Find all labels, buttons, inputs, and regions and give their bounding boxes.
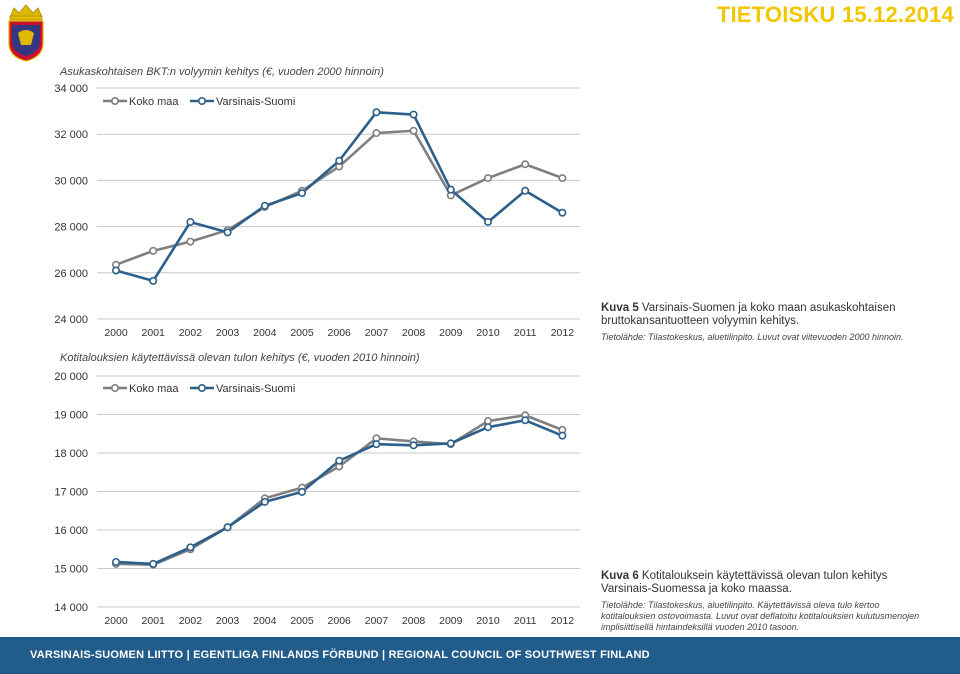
caption-label: Kuva 5	[601, 302, 639, 314]
caption-source: Tietolähde: Tilastokeskus, aluetilinpito. Käytettävissä oleva tulo kertoo kotitalouksien ostovoimasta. Luvut ovat deflatoitu kotitalouksien kulutusmenojen implisiittisellä hintaindeksillä vuoden 2010 tasoon.	[601, 600, 920, 632]
data-point	[113, 559, 119, 565]
y-tick-label: 17 000	[54, 486, 88, 499]
x-tick-label: 2007	[364, 327, 389, 339]
data-point	[410, 442, 416, 448]
figure-caption	[601, 570, 931, 633]
legend-marker	[112, 385, 118, 391]
figure-caption	[601, 302, 931, 343]
legend-label: Koko maa	[129, 383, 179, 395]
caption-source: Tietolähde: Tilastokeskus, aluetilinpito. Luvut ovat viitevuoden 2000 hinnoin.	[601, 332, 904, 342]
page-header-title: TIETOISKU 15.12.2014	[716, 2, 954, 27]
data-point	[336, 458, 342, 464]
x-tick-label: 2004	[253, 615, 277, 627]
legend-marker	[199, 385, 205, 391]
x-tick-label: 2010	[476, 327, 500, 339]
x-tick-label: 2006	[327, 615, 351, 627]
x-tick-label: 2009	[439, 327, 463, 339]
chart-title: Kotitalouksien käytettävissä olevan tulon kehitys (€, vuoden 2010 hinnoin)	[60, 352, 420, 364]
legend-label: Koko maa	[129, 96, 179, 108]
data-point	[262, 499, 268, 505]
x-tick-label: 2008	[401, 327, 426, 339]
caption-label: Kuva 6	[601, 570, 639, 582]
chart-title: Asukaskohtaisen BKT:n volyymin kehitys (€, vuoden 2000 hinnoin)	[60, 66, 384, 78]
x-tick-label: 2011	[513, 327, 537, 339]
footer-text: VARSINAIS-SUOMEN LIITTO | EGENTLIGA FINLANDS FÖRBUND | REGIONAL COUNCIL OF SOUTHWEST FINLAND	[30, 649, 650, 661]
data-point	[559, 432, 565, 438]
y-tick-label: 20 000	[54, 371, 88, 383]
y-tick-label: 16 000	[54, 525, 88, 537]
x-tick-label: 2012	[550, 615, 575, 627]
data-point	[448, 440, 454, 446]
x-tick-label: 2001	[141, 615, 165, 627]
y-tick-label: 28 000	[54, 221, 88, 234]
data-point	[373, 441, 379, 447]
x-tick-label: 2005	[290, 327, 314, 339]
x-tick-label: 2000	[104, 615, 128, 627]
x-tick-label: 2003	[215, 615, 240, 627]
x-tick-label: 2010	[476, 615, 500, 627]
data-point	[187, 544, 193, 550]
y-tick-label: 14 000	[54, 602, 88, 614]
x-tick-label: 2002	[178, 327, 203, 339]
x-tick-label: 2000	[104, 327, 128, 339]
data-point	[150, 561, 156, 567]
legend-label: Varsinais-Suomi	[216, 383, 296, 395]
series-line-varsinais-suomi	[116, 420, 562, 564]
data-point	[522, 417, 528, 423]
series-line-koko-maa	[116, 415, 562, 564]
x-tick-label: 2006	[327, 327, 351, 339]
x-tick-label: 2001	[141, 327, 165, 339]
y-tick-label: 32 000	[54, 129, 88, 142]
y-tick-label: 24 000	[54, 314, 88, 326]
x-tick-label: 2008	[401, 615, 426, 627]
y-tick-label: 30 000	[54, 175, 88, 188]
legend-label: Varsinais-Suomi	[216, 96, 296, 108]
data-point	[485, 424, 491, 430]
x-tick-label: 2007	[364, 615, 389, 627]
x-tick-label: 2012	[550, 327, 575, 339]
data-point	[224, 524, 230, 530]
y-tick-label: 15 000	[54, 563, 88, 576]
x-tick-label: 2011	[513, 615, 537, 627]
x-tick-label: 2005	[290, 615, 314, 627]
y-tick-label: 19 000	[54, 409, 88, 422]
data-point	[299, 489, 305, 495]
x-tick-label: 2003	[215, 327, 240, 339]
y-tick-label: 34 000	[54, 83, 88, 95]
caption-text: Kotitalouksein käytettävissä olevan tulon kehitys Varsinais-Suomessa ja koko maassa.	[601, 570, 888, 595]
y-tick-label: 18 000	[54, 448, 88, 460]
x-tick-label: 2004	[253, 327, 277, 339]
caption-text: Varsinais-Suomen ja koko maan asukaskohtaisen bruttokansantuotteen volyymin kehitys.	[601, 302, 896, 327]
x-tick-label: 2009	[439, 615, 463, 627]
x-tick-label: 2002	[178, 615, 203, 627]
y-tick-label: 26 000	[54, 267, 88, 280]
